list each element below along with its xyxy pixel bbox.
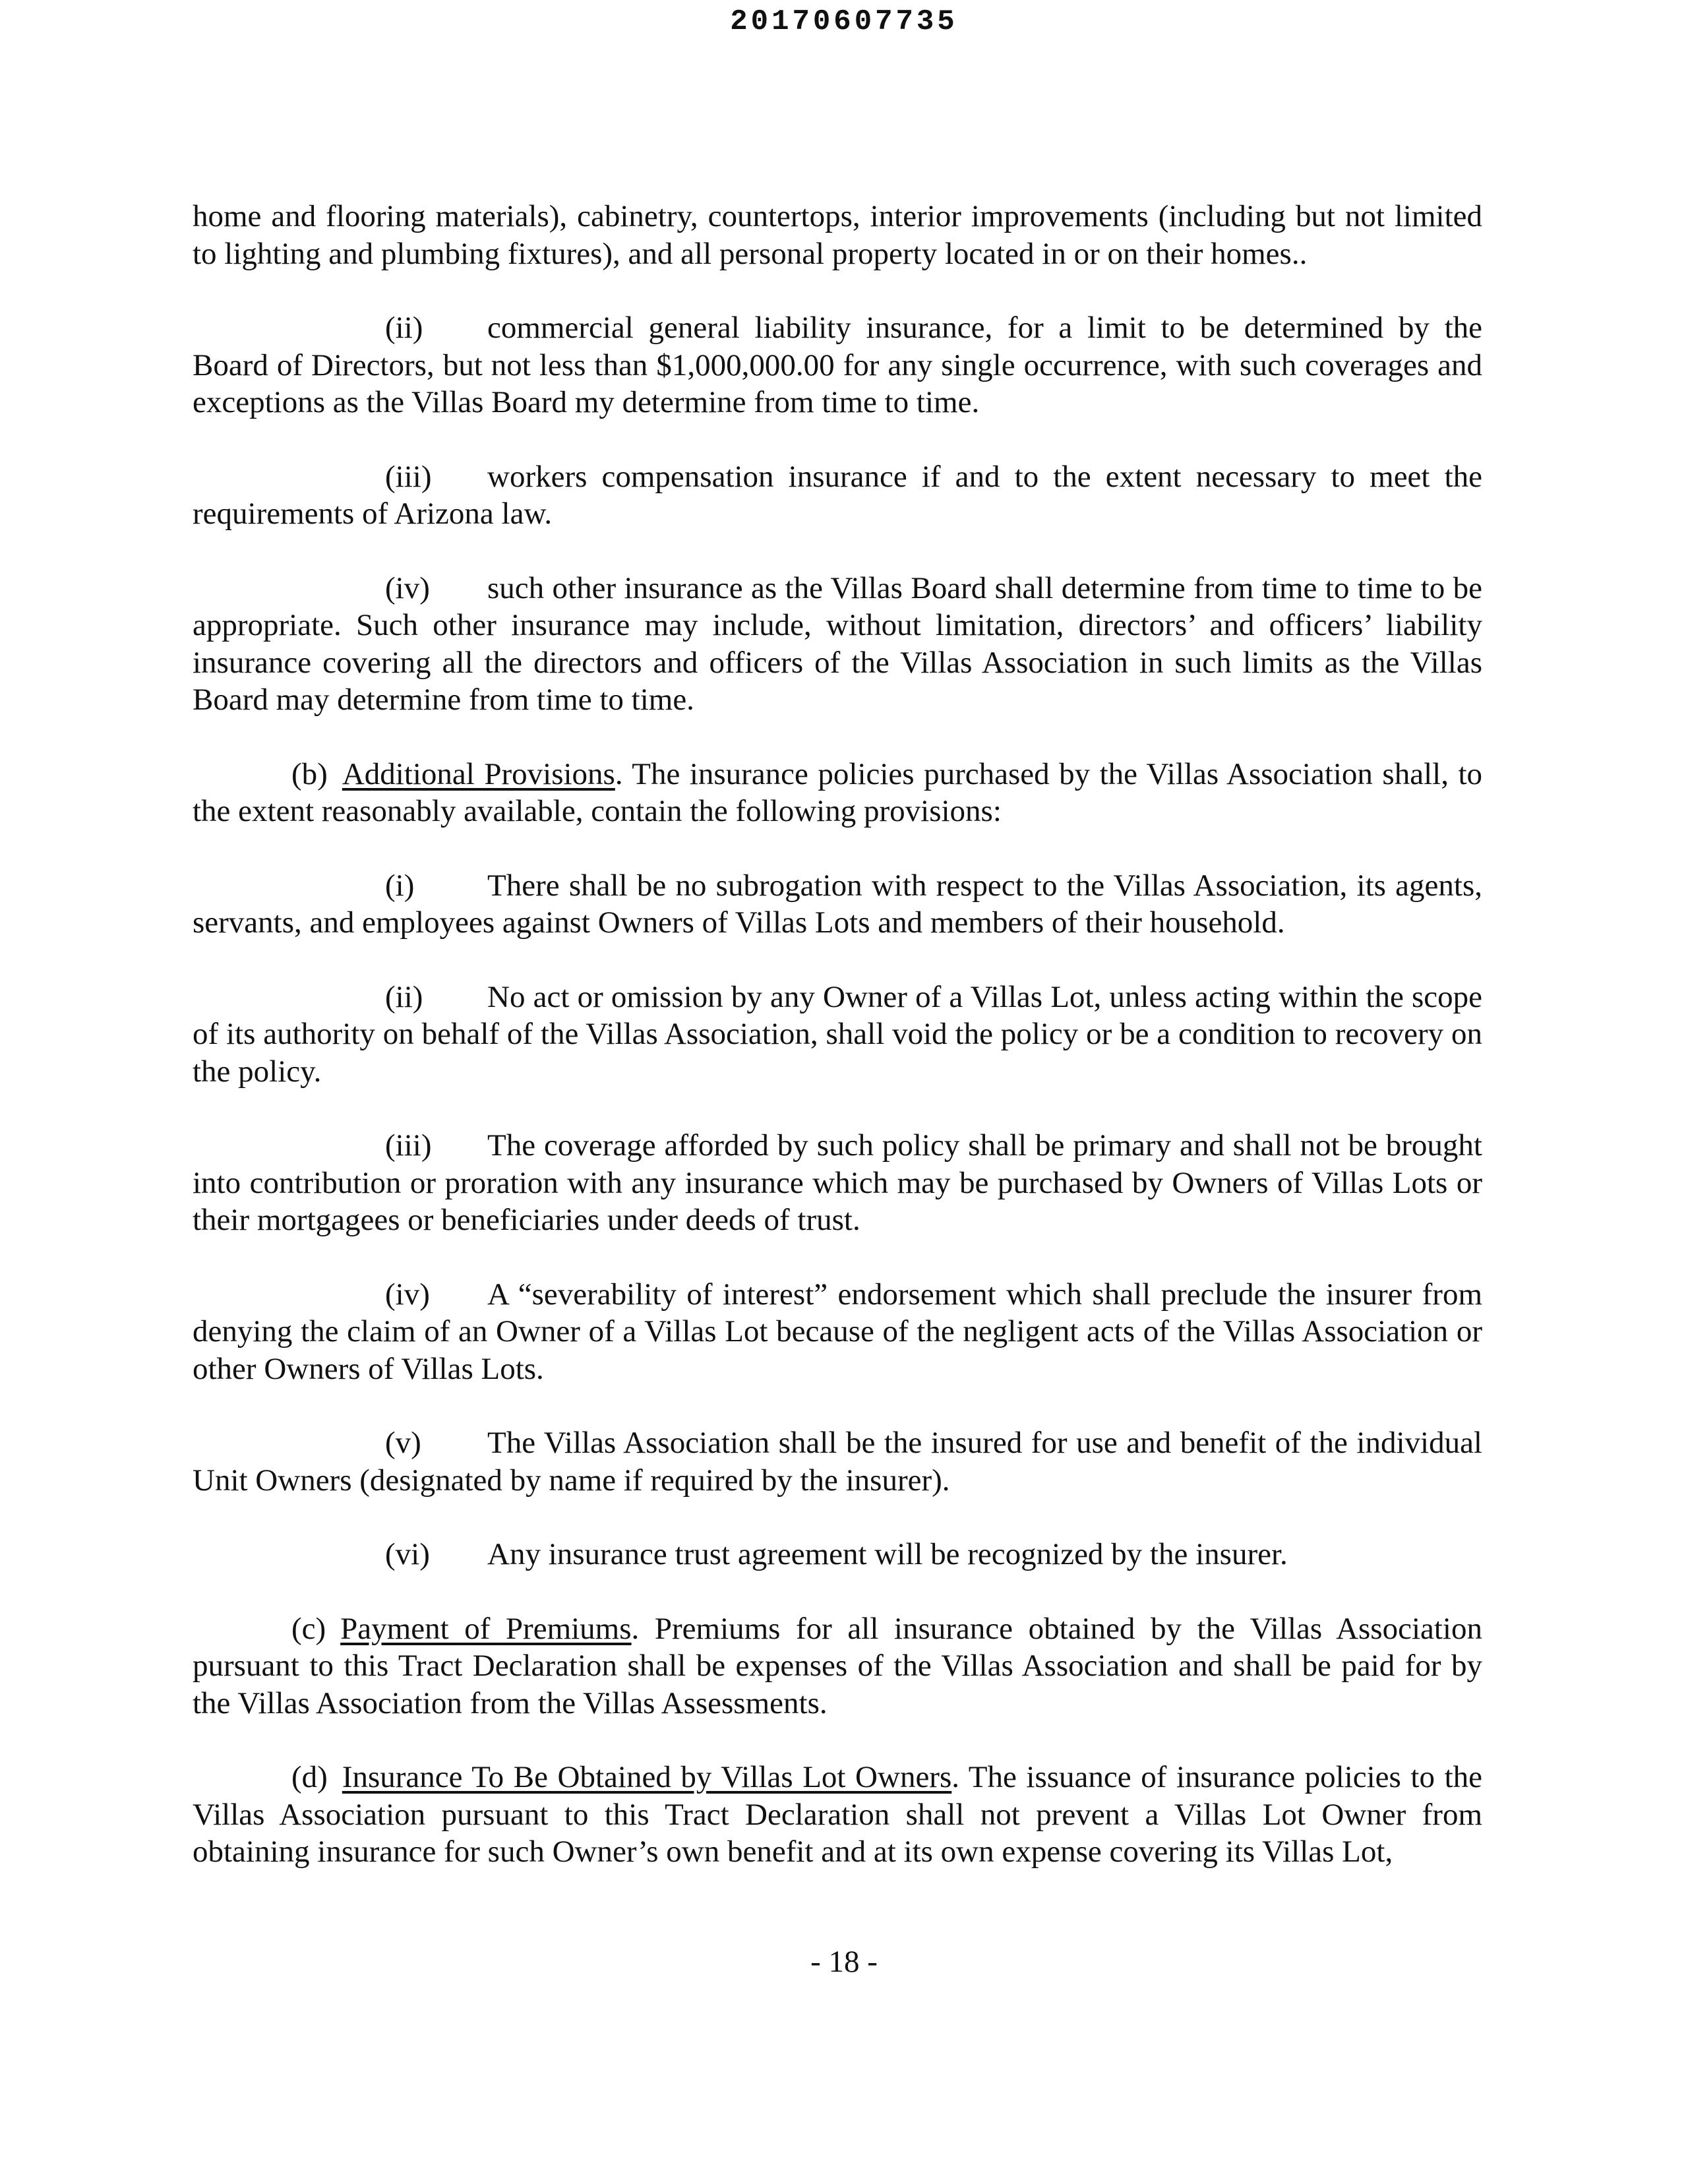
item-label: (i) [385,868,415,903]
section-c-paragraph: (c) Payment of Premiums. Premiums for all insurance obtained by the Villas Association pursuant to this Tract Declaration shall be expenses of the Villas Association and shall be paid for by the Villas Association from the Villas Assessments. [193,1611,1482,1720]
provision-v [193,1424,1482,1499]
item-text: The Villas Association shall be the insured for use and benefit of the individual Unit Owners (designated by name if required by the insurer). [193,1426,1482,1498]
coverage-item-iii [193,458,1482,533]
provision-ii [193,979,1482,1091]
item-label: (v) [385,1426,421,1460]
section-d-paragraph: (d) Insurance To Be Obtained by Villas Lot Owners. The issuance of insurance policies to the Villas Association pursuant to this Tract Declaration shall not prevent a Villas Lot Owner from obtaining insurance for such Owner’s own benefit and at its own expense covering its Villas Lot, [193,1760,1482,1869]
item-label: (vi) [385,1537,430,1571]
item-label: (ii) [385,979,423,1014]
section-label: (b) [291,756,328,791]
item-text: The coverage afforded by such policy shall be primary and shall not be brought into contribution or proration with any insurance which may be purchased by Owners of Villas Lots or their mortgagees or beneficiaries under deeds of trust. [193,1128,1482,1237]
item-label: (iii) [385,1128,432,1163]
item-text: There shall be no subrogation with respect to the Villas Association, its agents, servants, and employees against Owners of Villas Lots and members of their household. [193,868,1482,940]
item-text: commercial general liability insurance, for a limit to be determined by the Board of Directors, but not less than $1,000,000.00 for any single occurrence, with such coverages and exceptions as the Villas Board my determine from time to time. [193,311,1482,419]
section-b-paragraph: (b) Additional Provisions. The insurance policies purchased by the Villas Association shall, to the extent reasonably available, contain the following provisions: [193,756,1483,828]
item-text: A “severability of interest” endorsement which shall preclude the insurer from denying the claim of an Owner of a Villas Lot because of the negligent acts of the Villas Association or other Owners of Villas Lots. [193,1277,1482,1386]
provision-iii [193,1127,1482,1239]
continuation-paragraph: home and flooring materials), cabinetry, countertops, interior improvements (including but not limited to lighting and plumbing fixtures), and all personal property located in or on their homes.. [193,199,1482,271]
item-label: (iv) [385,570,430,605]
coverage-item-ii [193,309,1482,421]
section-heading: Payment of Premiums [340,1611,632,1646]
provision-i [193,867,1482,942]
page-number: - 18 - [810,1945,878,1979]
section-text: The issuance of insurance policies to the Villas Association pursuant to this Tract Declaration shall not prevent a Villas Lot Owner from obtaining insurance for such Owner’s own benefit and at its own expense covering its Villas Lot, [193,1760,1482,1869]
item-text: Any insurance trust agreement will be recognized by the insurer. [487,1537,1288,1571]
item-label: (iii) [385,459,432,494]
item-text: No act or omission by any Owner of a Villas Lot, unless acting within the scope of its authority on behalf of the Villas Association, shall void the policy or be a condition to recovery on the policy. [193,979,1482,1089]
provision-iv [193,1276,1482,1388]
item-text: workers compensation insurance if and to the extent necessary to meet the requirements of Arizona law. [193,459,1482,531]
section-label: (d) [291,1760,328,1794]
document-number: 20170607735 [730,5,958,38]
document-body [193,198,1482,1908]
provision-vi [193,1536,1482,1573]
section-text: The insurance policies purchased by the Villas Association shall, to the extent reasonably available, contain the following provisions: [193,756,1483,828]
item-text: such other insurance as the Villas Board shall determine from time to time to be appropriate. Such other insurance may include, without limitation, directors’ and officers’ liability insurance covering all the directors and officers of the Villas Association in such limits as the Villas Board may determine from time to time. [193,570,1482,717]
section-text: Premiums for all insurance obtained by the Villas Association pursuant to this Tract Declaration shall be expenses of the Villas Association and shall be paid for by the Villas Association from the Villas Assessments. [193,1611,1482,1720]
item-label: (iv) [385,1277,430,1312]
section-heading: Additional Provisions [342,756,615,791]
coverage-item-iv [193,570,1482,719]
section-heading: Insurance To Be Obtained by Villas Lot Owners [342,1760,952,1794]
item-label: (ii) [385,311,423,345]
section-label: (c) [291,1611,326,1646]
